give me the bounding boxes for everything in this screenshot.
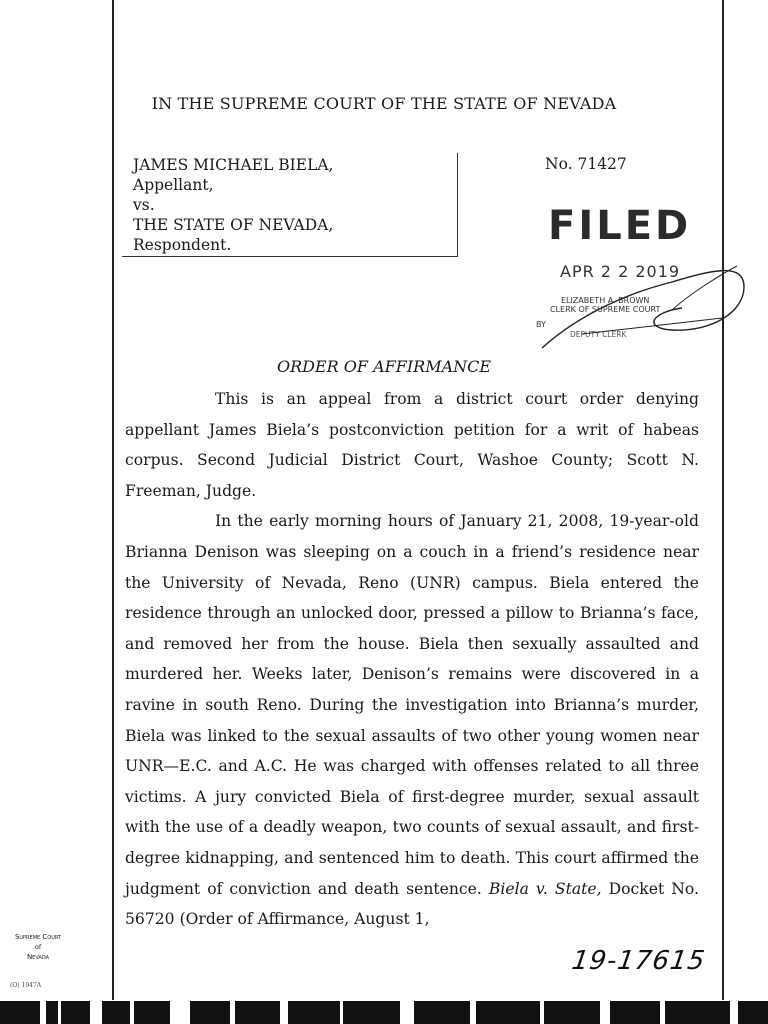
seal-line-court: Supreme Court: [14, 933, 62, 941]
filed-stamp: FILED: [548, 203, 692, 249]
signature-mark: [522, 252, 752, 352]
case-number: No. 71427: [545, 155, 627, 173]
scan-artifact-band: [0, 1001, 768, 1024]
handwritten-number: 19-17615: [569, 946, 708, 976]
case-caption: [133, 155, 333, 255]
filed-date: APR 2 2 2019: [560, 262, 681, 281]
versus-label: vs.: [133, 196, 155, 214]
case-citation: Biela v. State,: [488, 879, 602, 898]
court-seal-label: [8, 932, 68, 962]
respondent-name: THE STATE OF NEVADA,: [133, 216, 334, 234]
seal-line-state: Nevada: [26, 953, 50, 961]
paragraph-facts: [125, 506, 699, 934]
appellant-role: Appellant,: [133, 176, 214, 194]
right-margin-rule: [722, 0, 724, 1000]
respondent-role: Respondent.: [133, 236, 232, 254]
clerk-name: ELIZABETH A. BROWN: [560, 296, 650, 305]
order-body: [125, 384, 699, 935]
paragraph-text: In the early morning hours of January 21, 2008, 19-year-old Brianna Denison was sleeping on a couch in a friend’s residence near the University of Nevada, Reno (UNR) campus. Biela entered the residence through an unlocked door, pressed a pillow to Brianna’s face, and removed her from the house. Biela then sexually assaulted and murdered her. Weeks later, Denison’s remains were discovered in a ravine in south Reno. During the investigation into Brianna’s murder, Biela was linked to the sexual assaults of two other young women near UNR—E.C. and A.C. He was charged with offenses related to all three victims. A jury convicted Biela of first-degree murder, sexual assault with the use of a deadly weapon, two counts of sexual assault, and first-degree kidnapping, and sentenced him to death. This court affirmed the judgment of conviction and death sentence.: [125, 512, 699, 898]
seal-line-of: of: [34, 943, 42, 951]
clerk-title: CLERK OF SUPREME COURT: [550, 305, 661, 314]
paragraph-text-tail: Docket No. 56720 (Order of Affirmance, August 1,: [125, 879, 699, 929]
by-label: BY: [536, 320, 546, 329]
deputy-clerk-label: DEPUTY CLERK: [570, 330, 627, 339]
caption-divider: [457, 153, 458, 257]
order-heading: ORDER OF AFFIRMANCE: [276, 357, 492, 376]
court-title: IN THE SUPREME COURT OF THE STATE OF NEVADA: [151, 94, 617, 113]
paragraph-text: This is an appeal from a district court order denying appellant James Biela’s postconviction petition for a writ of habeas corpus. Second Judicial District Court, Washoe County; Scott N. Freeman, Judge.: [125, 390, 699, 500]
caption-underline: [122, 256, 458, 257]
left-margin-rule: [112, 0, 114, 1000]
paragraph-appeal: [125, 384, 699, 506]
appellant-name: JAMES MICHAEL BIELA,: [133, 156, 334, 174]
form-code: (O) 1947A: [10, 982, 42, 989]
